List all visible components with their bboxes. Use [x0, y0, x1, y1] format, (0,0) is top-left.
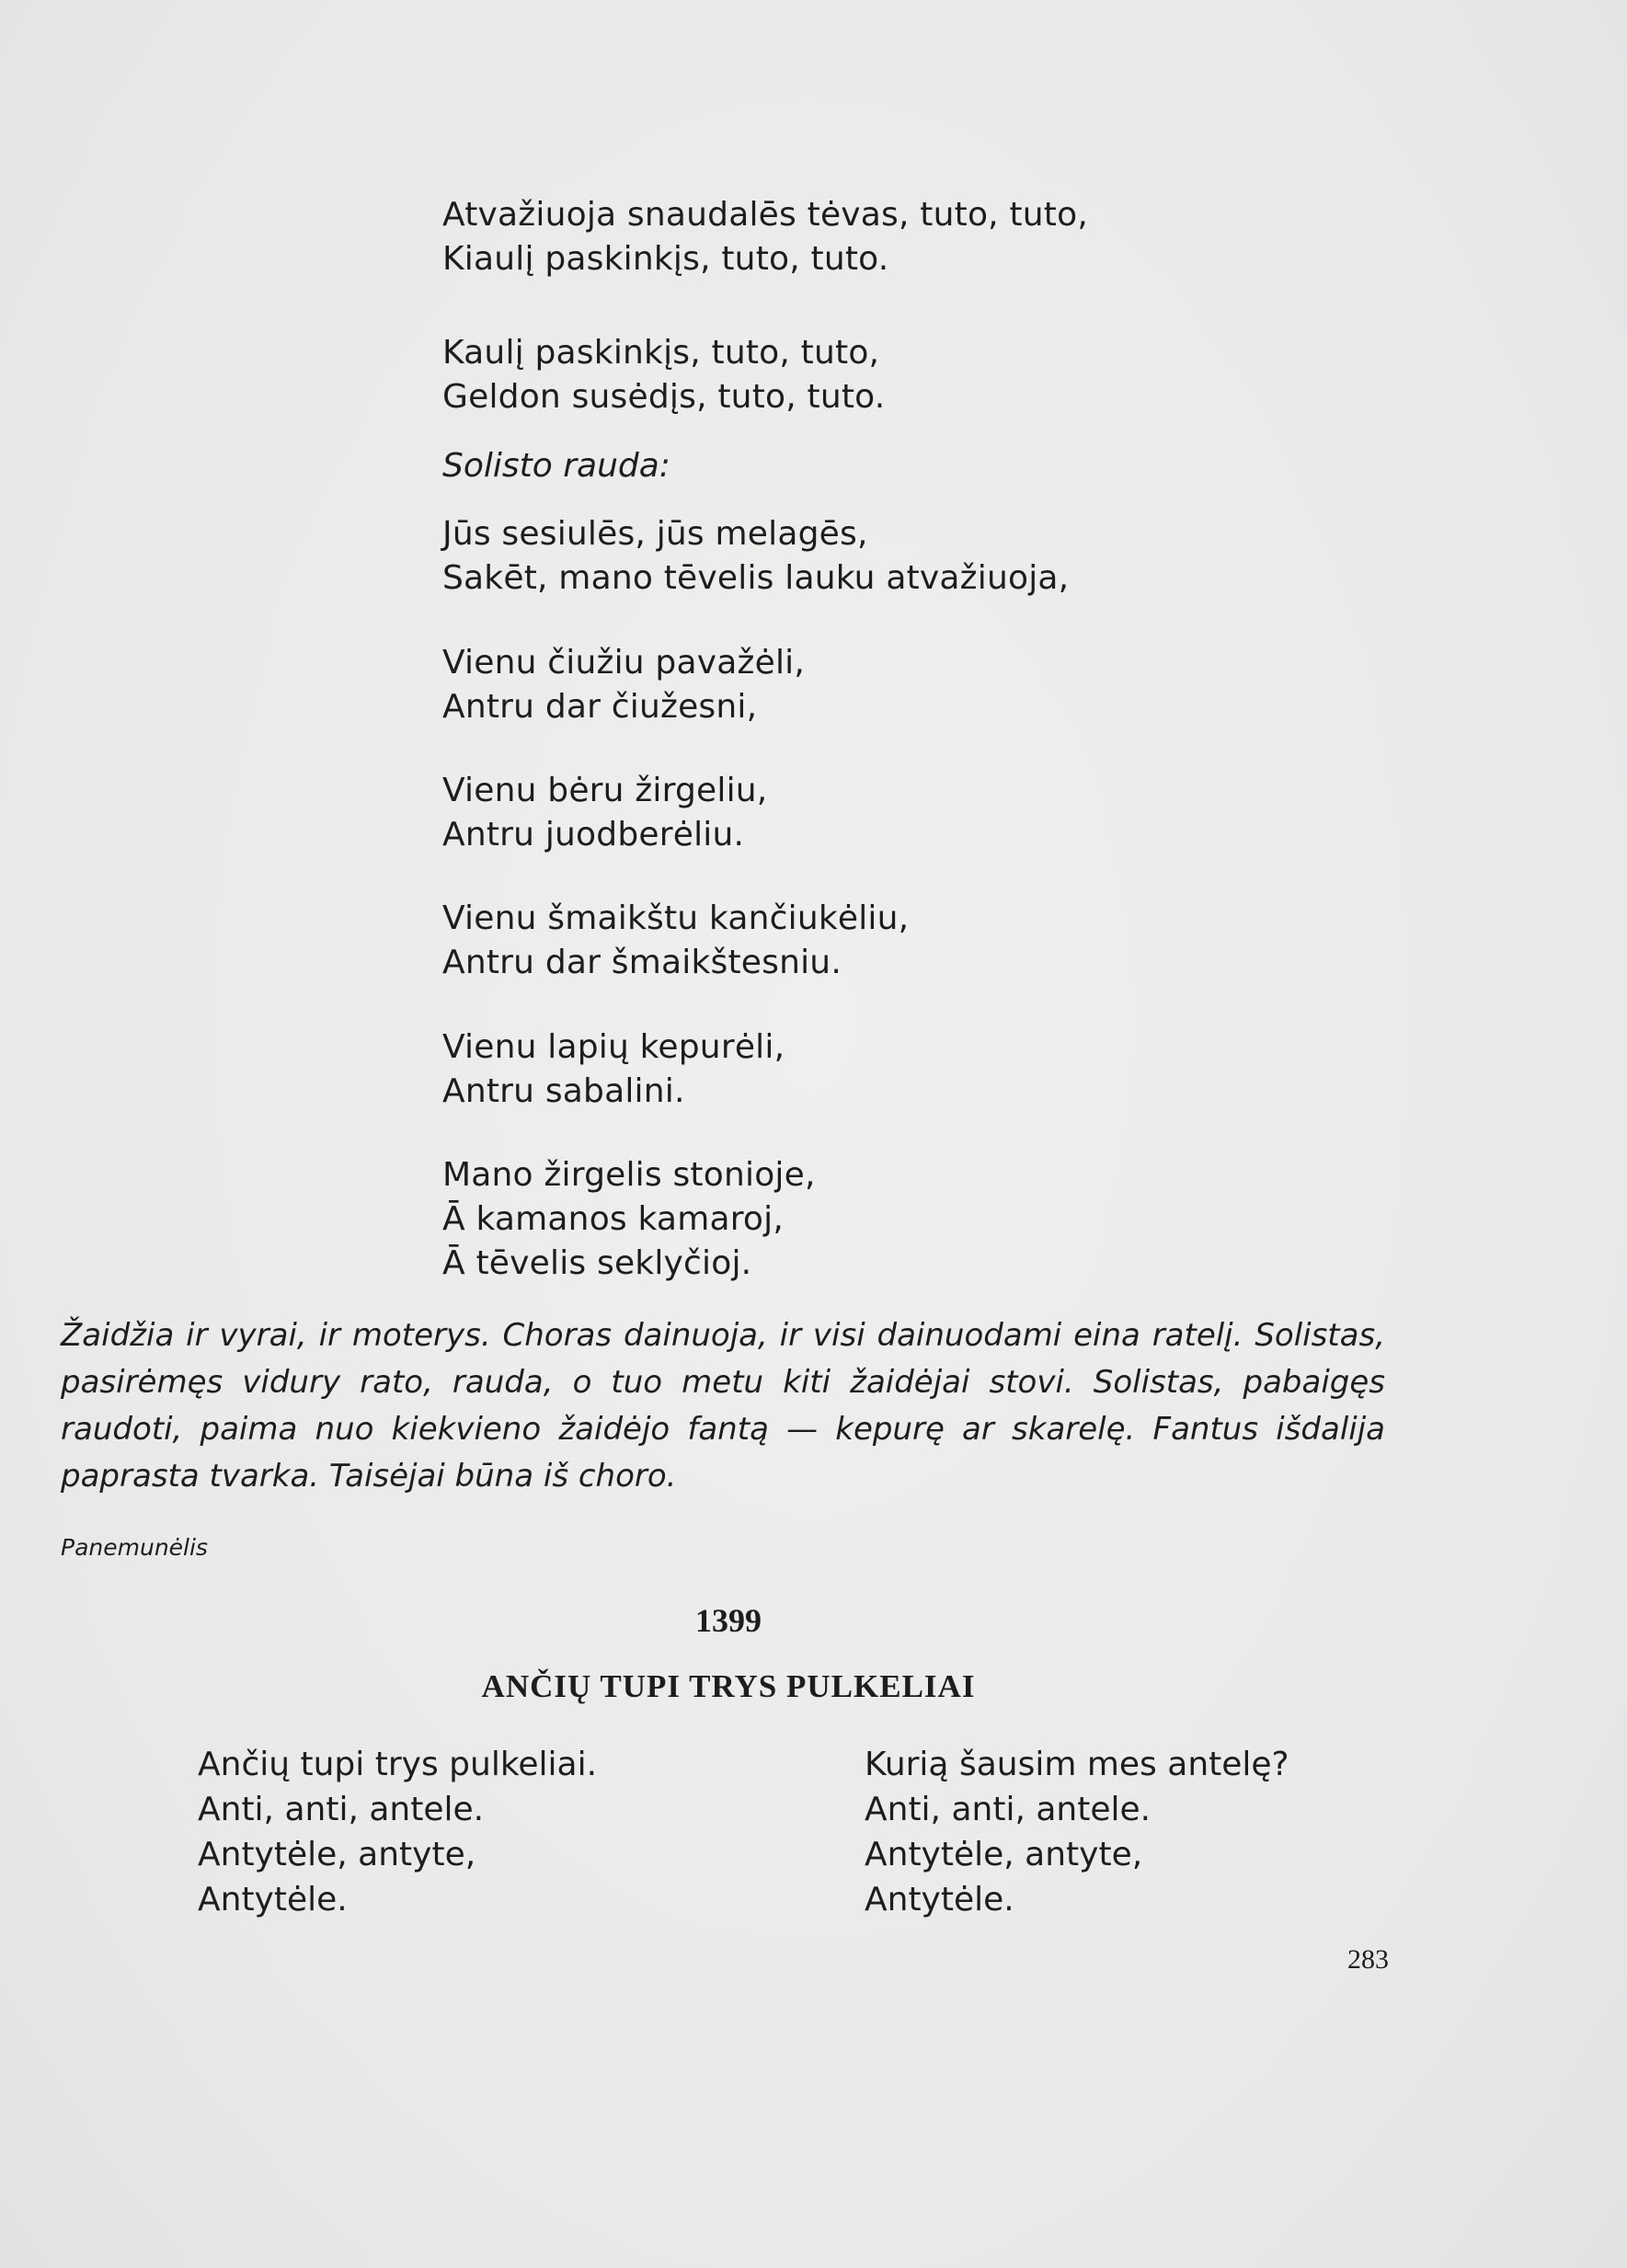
- verse-line: Antru juodberėliu.: [442, 816, 745, 853]
- solo-stanza-6: [442, 1153, 816, 1286]
- page-number: 283: [1347, 1944, 1389, 1975]
- verse-line: Sakēt, mano tēvelis lauku atvažiuoja,: [442, 559, 1070, 597]
- verse-line: Vienu čiužiu pavažėli,: [442, 644, 806, 682]
- verse-line: Ā kamanos kamaroj,: [442, 1200, 785, 1238]
- verse-line: Vienu šmaikštu kančiukėliu,: [442, 899, 910, 937]
- solo-stanza-3: [442, 769, 767, 857]
- verse-line: Antytėle, antyte,: [198, 1836, 476, 1873]
- solo-stanza-2: [442, 641, 805, 729]
- verse-line: Geldon susėdįs, tuto, tuto.: [442, 378, 886, 416]
- solo-stanza-4: [442, 897, 909, 985]
- game-description: Žaidžia ir vyrai, ir moterys. Choras dainuoja, ir visi dainuodami eina ratelį. Solistas, pasirėmęs vidury rato, rauda, o tuo metu kiti žaidėjai stovi. Solistas, pabaigęs raudoti, paima nuo kiekvieno žaidėjo fantą — kepurę ar skarelę. Fantus išdalija paprasta tvarka. Taisėjai būna iš choro.: [61, 1317, 1385, 1495]
- verse-line: Antru sabalini.: [442, 1072, 685, 1110]
- solo-stanza-5: [442, 1025, 785, 1114]
- verse-line: Antytėle, antyte,: [865, 1836, 1143, 1873]
- verse-line: Anti, anti, antele.: [198, 1791, 485, 1828]
- stanza-1: [442, 193, 1088, 281]
- verse-line: Jūs sesiulēs, jūs melagēs,: [442, 515, 868, 553]
- verse-line: Antru dar čiužesni,: [442, 688, 758, 726]
- stanza-2: [442, 331, 885, 419]
- song-number: 1399: [695, 1602, 762, 1639]
- verse-column-right: [865, 1742, 1289, 1922]
- place-of-recording: Panemunėlis: [61, 1534, 208, 1561]
- verse-line: Vienu lapių kepurėli,: [442, 1028, 785, 1066]
- verse-line: Atvažiuoja snaudalēs tėvas, tuto, tuto,: [442, 196, 1088, 234]
- verse-line: Ā tēvelis seklyčioj.: [442, 1244, 752, 1282]
- solo-label: Solisto rauda:: [442, 447, 670, 485]
- verse-line: Antru dar šmaikštesniu.: [442, 944, 842, 981]
- verse-column-left: [198, 1742, 597, 1922]
- verse-line: Antytėle.: [865, 1881, 1014, 1919]
- verse-line: Ančių tupi trys pulkeliai.: [198, 1746, 598, 1783]
- verse-line: Mano žirgelis stonioje,: [442, 1156, 816, 1194]
- song-title: ANČIŲ TUPI TRYS PULKELIAI: [481, 1668, 976, 1704]
- verse-line: Kurią šausim mes antelę?: [865, 1746, 1289, 1783]
- verse-line: Anti, anti, antele.: [865, 1791, 1152, 1828]
- verse-line: Vienu bėru žirgeliu,: [442, 772, 768, 809]
- verse-line: Kiaulį paskinkįs, tuto, tuto.: [442, 240, 889, 278]
- verse-line: Antytėle.: [198, 1881, 348, 1919]
- verse-line: Kaulį paskinkįs, tuto, tuto,: [442, 334, 880, 372]
- solo-stanza-1: [442, 512, 1069, 601]
